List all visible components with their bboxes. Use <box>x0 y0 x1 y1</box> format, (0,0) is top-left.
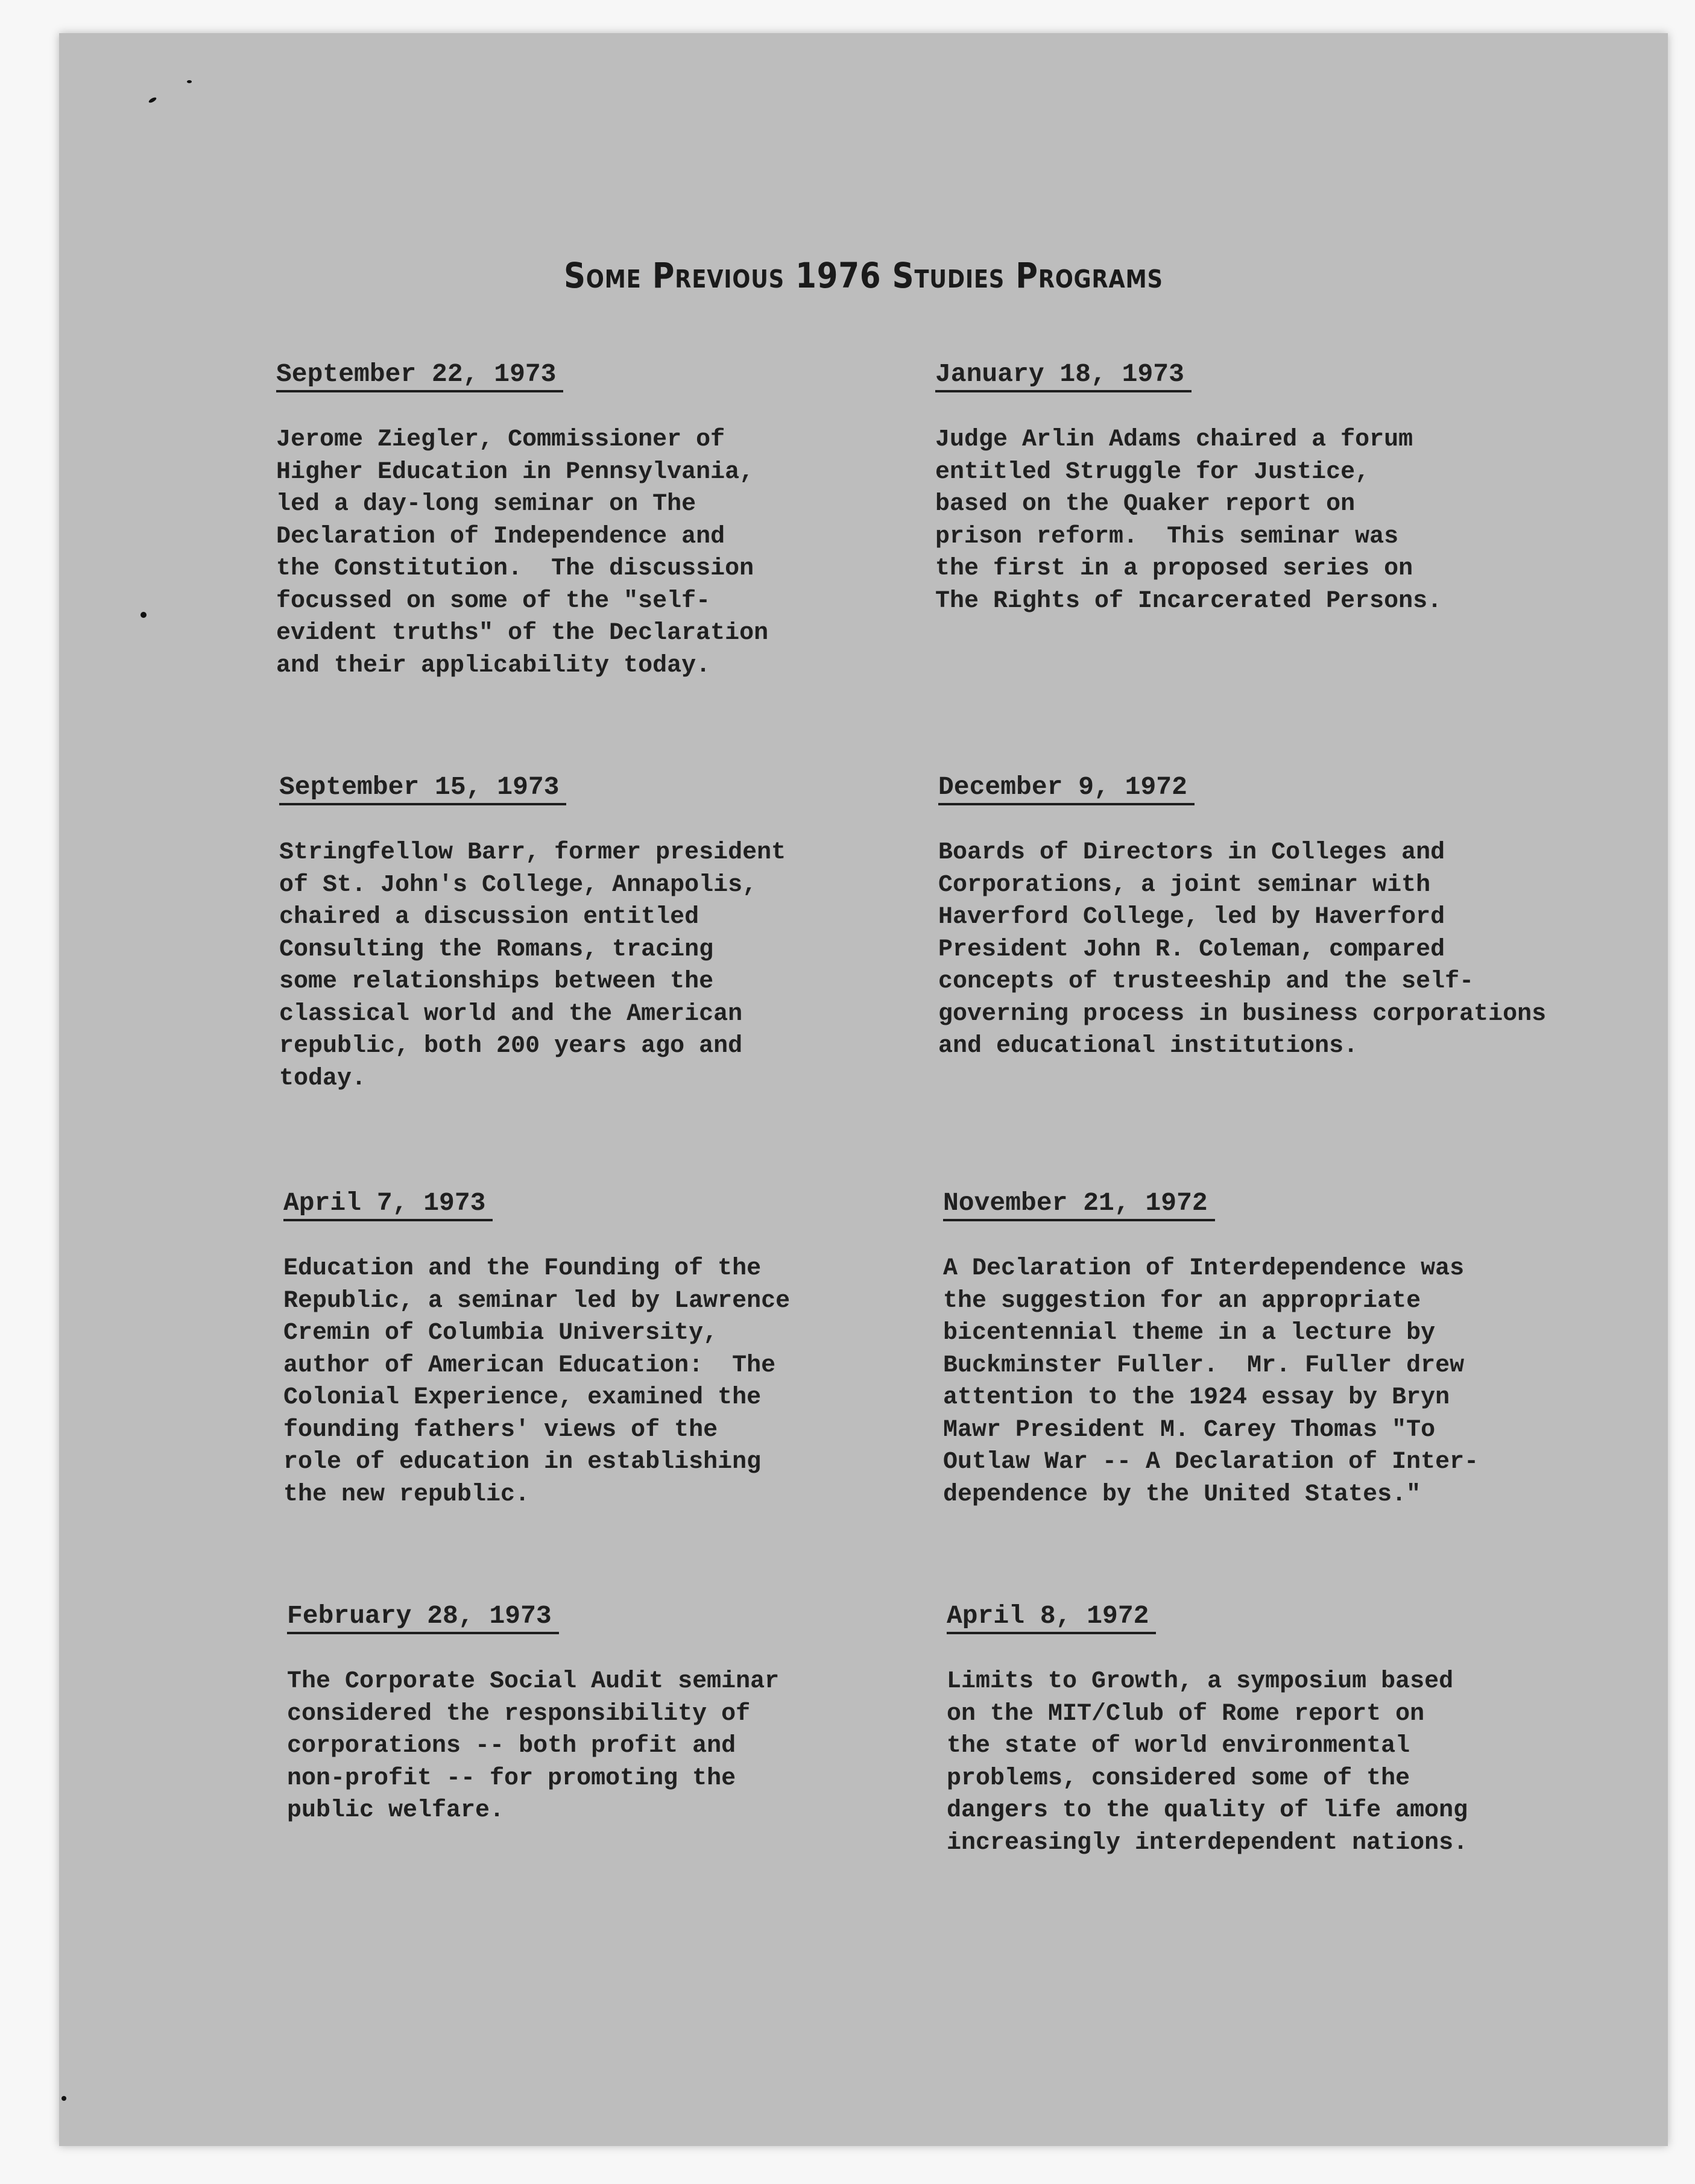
program-entry <box>276 359 768 682</box>
document-page <box>59 33 1668 2146</box>
entry-description: A Declaration of Interdependence was the suggestion for an appropriate bicentennial theme in a lecture by Buckminster Fuller. Mr. Fuller drew attention to the 1924 essay by Bryn Mawr President M. Carey Thomas "To Outlaw War -- A Declaration of Inter- dependence by the United States." <box>943 1255 1479 1508</box>
program-entry <box>287 1600 779 1827</box>
program-entry <box>283 1188 790 1511</box>
entry-description: Stringfellow Barr, former president of St. John's College, Annapolis, chaired a discussion entitled Consulting the Romans, tracing some relationships between the classical world and the American republic, both 200 years ago and today. <box>279 839 786 1092</box>
entry-date: September 22, 1973 <box>276 359 563 392</box>
program-entry <box>947 1600 1468 1859</box>
entry-date: November 21, 1972 <box>943 1188 1215 1221</box>
ink-speck <box>148 96 157 104</box>
entry-date: April 7, 1973 <box>283 1188 493 1221</box>
program-entry <box>938 772 1546 1063</box>
entry-description: Judge Arlin Adams chaired a forum entitled Struggle for Justice, based on the Quaker report on prison reform. This seminar was the first in a proposed series on The Rights of Incarcerated Persons. <box>935 426 1442 615</box>
entry-description: Boards of Directors in Colleges and Corporations, a joint seminar with Haverford College, led by Haverford President John R. Coleman, compared concepts of trusteeship and the self- governing process in business corporations and educational institutions. <box>938 839 1547 1060</box>
ink-speck <box>62 2096 66 2101</box>
entry-date: September 15, 1973 <box>279 772 566 805</box>
entry-description: Education and the Founding of the Republic, a seminar led by Lawrence Cremin of Columbia University, author of American Education: The Colonial Experience, examined the founding fathers' views of the role of education in establishing the new republic. <box>283 1255 791 1508</box>
page-title: Some Previous 1976 Studies Programs <box>564 255 1163 296</box>
entry-date: January 18, 1973 <box>935 359 1192 392</box>
entry-description: Limits to Growth, a symposium based on the MIT/Club of Rome report on the state of world environmental problems, considered some of the dangers to the quality of life among increasingly interdependent nations. <box>947 1668 1468 1857</box>
program-entry <box>279 772 786 1095</box>
entry-date: February 28, 1973 <box>287 1600 559 1634</box>
entry-date: April 8, 1972 <box>947 1600 1156 1634</box>
entry-date: December 9, 1972 <box>938 772 1195 805</box>
ink-speck <box>187 80 192 83</box>
program-entry <box>935 359 1442 617</box>
ink-speck <box>140 612 147 618</box>
program-entry <box>943 1188 1479 1511</box>
entry-description: Jerome Ziegler, Commissioner of Higher Education in Pennsylvania, led a day-long seminar on The Declaration of Independence and the Constitution. The discussion focussed on some of the "self- evident truths" of the Declaration and their applicability today. <box>276 426 769 679</box>
entry-description: The Corporate Social Audit seminar considered the responsibility of corporations -- both profit and non-profit -- for promoting the public welfare. <box>287 1668 780 1824</box>
